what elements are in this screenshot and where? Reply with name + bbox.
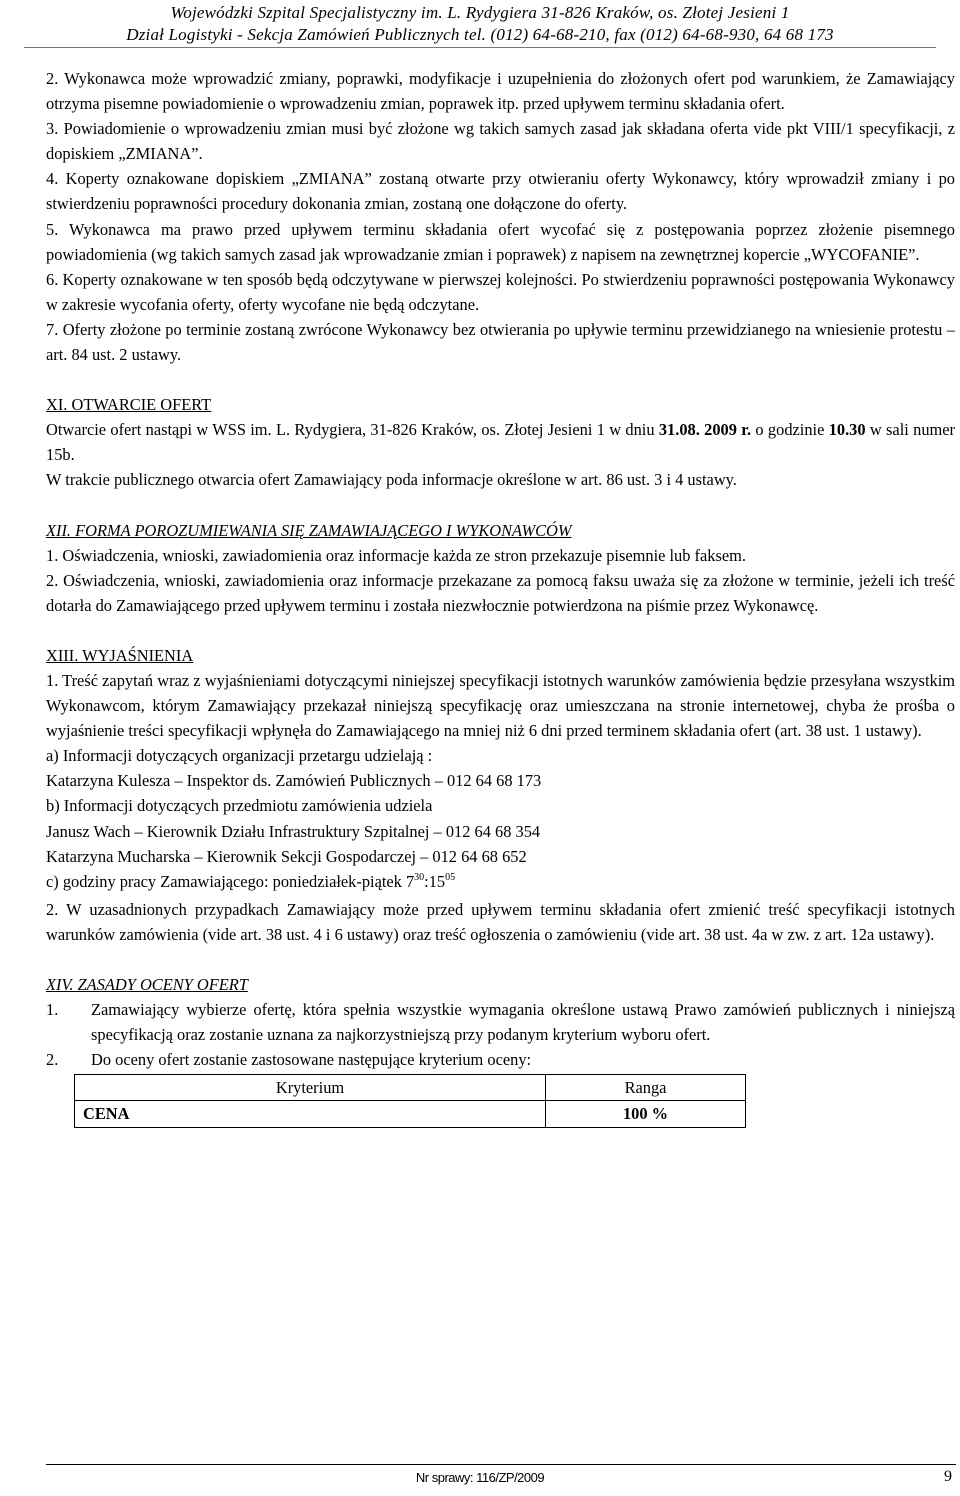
opening-text-pre: Otwarcie ofert nastąpi w WSS im. L. Rydygiera, 31-826 Kraków, os. Złotej Jesieni 1 w dniu [46, 420, 659, 440]
document-body [46, 66, 955, 1128]
list-item [46, 1047, 955, 1072]
section13-contact-wach: Janusz Wach – Kierownik Działu Infrastruktury Szpitalnej – 012 64 68 354 [46, 821, 541, 841]
working-hours-start-min: 30 [414, 871, 425, 883]
section13-item-a: a) Informacji dotyczących organizacji przetargu udzielają : [46, 746, 433, 766]
working-hours-end-min: 05 [445, 871, 456, 883]
section12-heading: XII. FORMA POROZUMIEWANIA SIĘ ZAMAWIAJĄCEGO I WYKONAWCÓW [46, 520, 572, 540]
column-header-criterion: Kryterium [75, 1075, 546, 1101]
table-row [75, 1101, 746, 1127]
list-item-text: Zamawiający wybierze ofertę, która spełnia wszystkie wymagania określone ustawą Prawo zamówień publicznych i niniejszą specyfikacją oraz zostanie uznana za najkorzystniejszą przy podanym kryterium wyboru ofert. [91, 1000, 955, 1045]
section10-point-2: 2. Wykonawca może wprowadzić zmiany, poprawki, modyfikacje i uzupełnienia do złożonych ofert pod warunkiem, że Zamawiający otrzyma pisemne powiadomienie o wprowadzeniu zmian, poprawek itp. przed upływem terminu składania ofert. [46, 69, 955, 114]
header-line-2: Dział Logistyki - Sekcja Zamówień Publicznych tel. (012) 64-68-210, fax (012) 64-68-930, 64 68 173 [126, 25, 834, 44]
working-hours-end: :15 [424, 871, 446, 891]
column-header-weight: Ranga [546, 1075, 746, 1101]
section13-contact-mucharska: Katarzyna Mucharska – Kierownik Sekcji Gospodarczej – 012 64 68 652 [46, 846, 527, 866]
section10-point-4: 4. Koperty oznakowane dopiskiem „ZMIANA” zostaną otwarte przy otwieraniu oferty Wykonawcy, który wprowadził zmiany i po stwierdzeniu poprawności procedury dokonania zmian, zostaną one dołączone do oferty. [46, 169, 955, 214]
footer-divider [46, 1464, 956, 1465]
section14-heading: XIV. ZASADY OCENY OFERT [46, 975, 248, 994]
section10-point-7: 7. Oferty złożone po terminie zostaną zwrócone Wykonawcy bez otwierania po upływie terminu przewidzianego na wniesienie protestu – art. 84 ust. 2 ustawy. [46, 319, 955, 365]
section12-point-2: 2. Oświadczenia, wnioski, zawiadomienia oraz informacje przekazane za pomocą faksu uważa się za złożone w terminie, jeżeli ich treść dotarła do Zamawiającego przed upływem terminu i została niezwłocznie potwierdzona na piśmie przez Wykonawcę. [46, 570, 955, 615]
header-line-1: Wojewódzki Szpital Specjalistyczny im. L. Rydygiera 31-826 Kraków, os. Złotej Jesieni 1 [170, 3, 790, 22]
criteria-table [74, 1074, 746, 1127]
section13-point-2: 2. W uzasadnionych przypadkach Zamawiający może przed upływem terminu składania ofert zmienić treść specyfikacji istotnych warunków zamówienia (vide art. 38 ust. 4 i 6 ustawy) oraz treść ogłoszenia o zamówieniu (vide art. 38 ust. 4a w zw. z art. 12a ustawy). [46, 899, 955, 944]
list-item [46, 997, 955, 1047]
opening-time: 10.30 [828, 420, 866, 440]
list-item-text: Do oceny ofert zostanie zastosowane następujące kryterium oceny: [91, 1050, 532, 1070]
section11-public-info: W trakcie publicznego otwarcia ofert Zamawiający poda informacje określone w art. 86 ust. 3 i 4 ustawy. [46, 470, 737, 490]
section13-heading: XIII. WYJAŚNIENIA [46, 645, 194, 665]
working-hours-text: c) godziny pracy Zamawiającego: poniedziałek-piątek 7 [46, 871, 415, 891]
table-cell-weight: 100 % [546, 1101, 746, 1127]
spacer [46, 947, 955, 972]
section11-opening-info [46, 417, 955, 467]
section13-item-c [46, 869, 955, 897]
section11-heading: XI. OTWARCIE OFERT [46, 395, 212, 415]
spacer [46, 493, 955, 518]
list-item-number: 2. [46, 1050, 59, 1070]
table-header-row [75, 1075, 746, 1101]
section13-point-1: 1. Treść zapytań wraz z wyjaśnieniami dotyczącymi niniejszej specyfikacji istotnych warunków zamówienia będzie przesyłana wszystkim Wykonawcom, którym Zamawiający przekazał niniejszą specyfikację oraz umieszczana na stronie internetowej, chyba że prośba o wyjaśnienie treści specyfikacji wpłynęła do Zamawiającego na mniej niż 6 dni przed terminem składania ofert (art. 38 ust. 1 ustawy). [46, 670, 955, 741]
opening-text-mid: o godzinie [751, 420, 829, 440]
section10-point-5: 5. Wykonawca ma prawo przed upływem terminu składania ofert wycofać się z postępowania poprzez złożenie pisemnego powiadomienia (wg takich samych zasad jak wprowadzanie zmian i poprawek) z napisem na zewnętrznej kopercie „WYCOFANIE”. [46, 219, 955, 264]
list-item-number: 1. [46, 1000, 59, 1020]
case-number: Nr sprawy: 116/ZP/2009 [415, 1470, 545, 1485]
spacer [46, 618, 955, 643]
table-cell-criterion: CENA [75, 1101, 546, 1127]
section13-item-b: b) Informacji dotyczących przedmiotu zamówienia udziela [46, 796, 433, 816]
section12-point-1: 1. Oświadczenia, wnioski, zawiadomienia oraz informacje każda ze stron przekazuje pisemnie lub faksem. [46, 545, 746, 565]
section10-point-6: 6. Koperty oznakowane w ten sposób będą odczytywane w pierwszej kolejności. Po stwierdzeniu poprawności postępowania Wykonawcy w zakresie wycofania oferty, oferty wycofane nie będą odczytane. [46, 269, 955, 314]
opening-text-post: w sali numer 15b. [46, 420, 955, 465]
section13-contact-kulesza: Katarzyna Kulesza – Inspektor ds. Zamówień Publicznych – 012 64 68 173 [46, 771, 542, 791]
section10-point-3: 3. Powiadomienie o wprowadzeniu zmian musi być złożone wg takich samych zasad jak składana oferta vide pkt VIII/1 specyfikacji, z dopiskiem „ZMIANA”. [46, 119, 955, 164]
spacer [46, 367, 955, 392]
opening-date: 31.08. 2009 r. [658, 420, 752, 440]
page-header [0, 2, 960, 46]
header-divider [24, 47, 936, 48]
page-number: 9 [944, 1468, 952, 1485]
